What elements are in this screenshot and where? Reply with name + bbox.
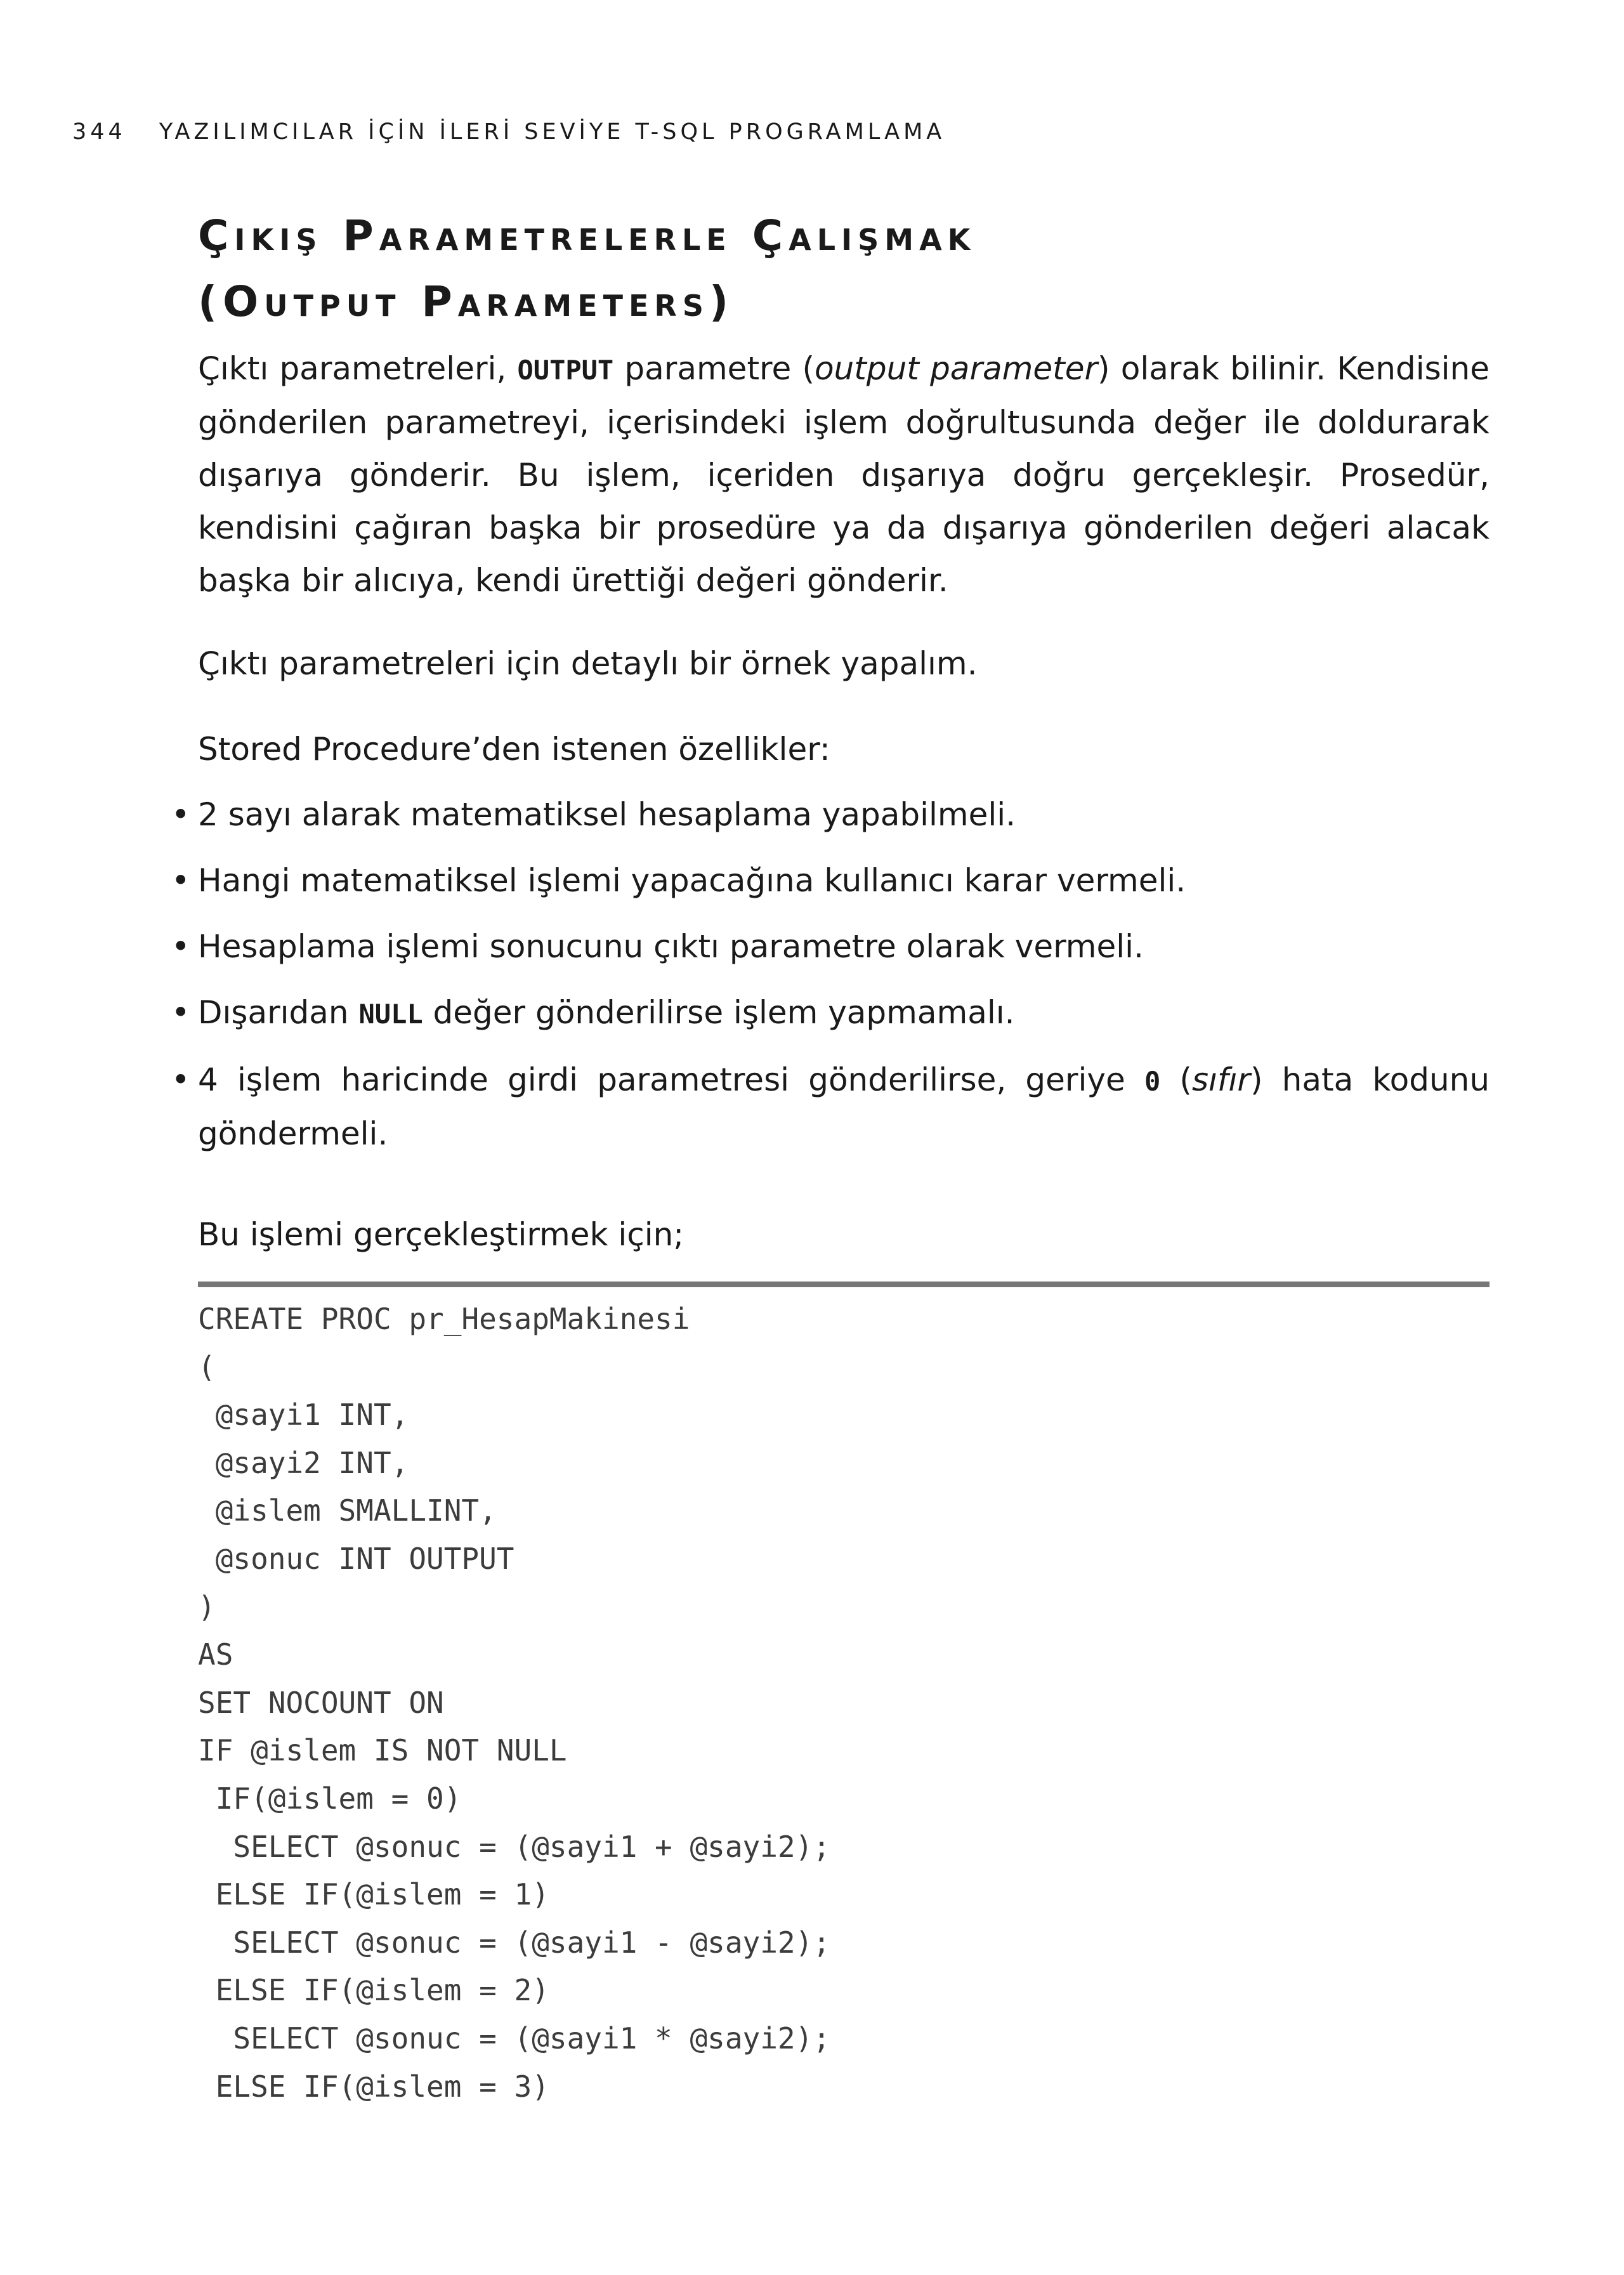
list-item-text: ) hata kodunu göndermeli. bbox=[198, 1061, 1490, 1152]
inline-code-zero: 0 bbox=[1144, 1066, 1161, 1097]
closing-paragraph: Bu işlemi gerçekleştirmek için; bbox=[198, 1216, 684, 1253]
list-item bbox=[171, 1054, 1490, 1160]
bullet-icon: • bbox=[171, 1061, 190, 1098]
section-title-line1: Çıkış Parametrelerle Çalışmak bbox=[198, 211, 976, 260]
list-item-text: ( bbox=[1160, 1061, 1192, 1098]
running-head bbox=[72, 119, 945, 145]
intro-text-c: ) olarak bilinir. Kendisine gönderilen parametreyi, içerisindeki işlem doğrultusunda değer ile doldurarak dışarıya gönderir. Bu işlem, içeriden dışarıya doğru gerçekleşir. Prosedür, kendisini çağıran başka bir prosedüre ya da dışarıya gönderilen değeri alacak başka bir alıcıya, kendi ürettiği değeri gönderir. bbox=[198, 350, 1490, 599]
intro-text-a: Çıktı parametreleri, bbox=[198, 350, 518, 387]
list-item-text: Hangi matematiksel işlemi yapacağına kullanıcı karar vermeli. bbox=[198, 862, 1186, 899]
intro-italic-term: output parameter bbox=[814, 350, 1098, 387]
section-title-line2: (Output Parameters) bbox=[198, 277, 735, 326]
list-item bbox=[171, 855, 1490, 907]
list-item-text: 2 sayı alarak matematiksel hesaplama yapabilmeli. bbox=[198, 796, 1016, 833]
inline-code-null: NULL bbox=[358, 999, 423, 1030]
intro-text-b: parametre ( bbox=[613, 350, 815, 387]
list-item bbox=[171, 987, 1490, 1040]
inline-code-output: OUTPUT bbox=[517, 355, 614, 386]
code-divider bbox=[198, 1282, 1490, 1287]
bullet-icon: • bbox=[171, 994, 190, 1031]
bullet-icon: • bbox=[171, 796, 190, 833]
list-item bbox=[171, 921, 1490, 973]
bullet-icon: • bbox=[171, 862, 190, 899]
section-title bbox=[198, 203, 1498, 335]
book-title: YAZILIMCILAR İÇİN İLERİ SEVİYE T-SQL PROGRAMLAMA bbox=[159, 119, 946, 145]
list-item-text: Dışarıdan bbox=[198, 994, 359, 1031]
list-item bbox=[171, 789, 1490, 841]
list-item-text: Hesaplama işlemi sonucunu çıktı parametre olarak vermeli. bbox=[198, 928, 1144, 965]
code-listing: CREATE PROC pr_HesapMakinesi ( @sayi1 INT, @sayi2 INT, @islem SMALLINT, @sonuc INT OUTPUT ) AS SET NOCOUNT ON IF @islem IS NOT NULL IF(@islem = 0) SELECT @sonuc = (@sayi1 + @sayi2); ELSE IF(@islem = 1) SELECT @sonuc = (@sayi1 - @sayi2); ELSE IF(@islem = 2) SELECT @sonuc = (@sayi1 * @sayi2); ELSE IF(@islem = 3) bbox=[198, 1302, 830, 2104]
list-item-text: değer gönderilirse işlem yapmamalı. bbox=[422, 994, 1015, 1031]
requirements-heading: Stored Procedure’den istenen özellikler: bbox=[198, 731, 830, 768]
requirements-list bbox=[171, 789, 1490, 1174]
intro-paragraph bbox=[198, 343, 1490, 607]
list-item-text: 4 işlem haricinde girdi parametresi gönderilirse, geriye bbox=[198, 1061, 1144, 1098]
page-number: 344 bbox=[72, 119, 126, 145]
bullet-icon: • bbox=[171, 928, 190, 965]
list-item-italic: sıfır bbox=[1191, 1061, 1250, 1098]
example-paragraph: Çıktı parametreleri için detaylı bir örnek yapalım. bbox=[198, 645, 978, 682]
